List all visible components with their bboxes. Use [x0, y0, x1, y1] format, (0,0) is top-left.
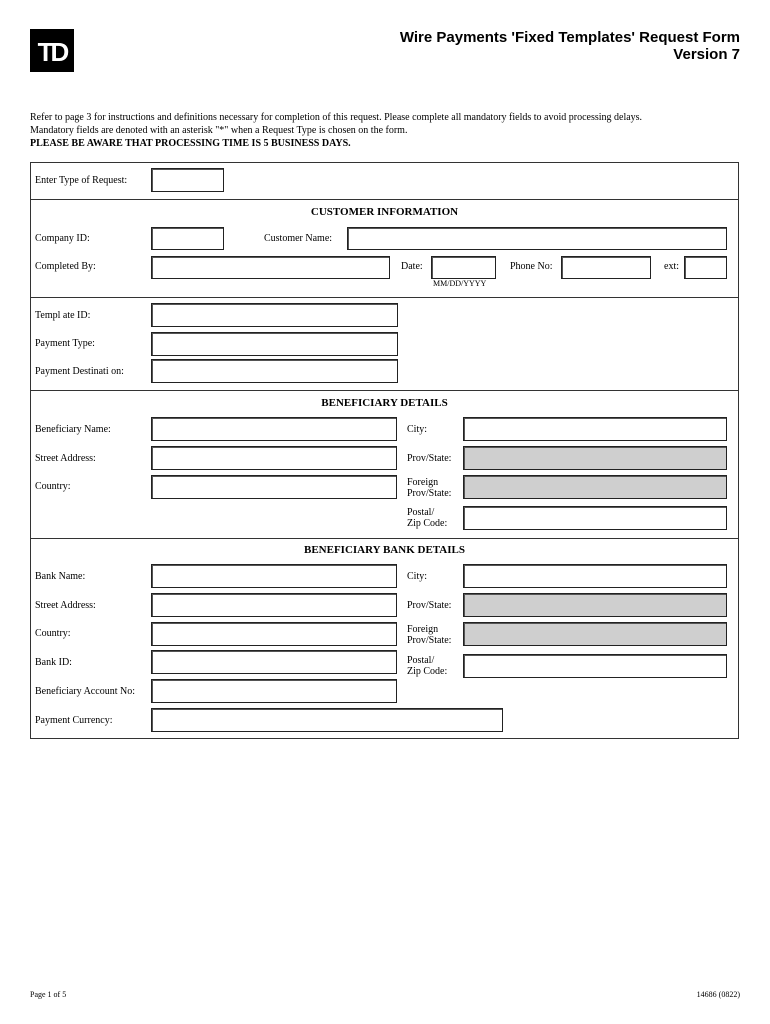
date-field[interactable]	[431, 256, 496, 279]
phone-label: Phone No:	[510, 261, 553, 272]
bank-country-label: Country:	[35, 628, 71, 639]
payment-type-label: Payment Type:	[35, 338, 95, 349]
payment-destination-field[interactable]	[151, 359, 398, 383]
bank-street-field[interactable]	[151, 593, 397, 617]
request-type-field[interactable]	[151, 168, 224, 192]
bank-postal-label	[407, 655, 447, 677]
payment-destination-label: Payment Destinati on:	[35, 366, 124, 377]
form-code: 14686 (0822)	[696, 990, 740, 999]
date-label: Date:	[401, 261, 423, 272]
phone-field[interactable]	[561, 256, 651, 279]
beneficiary-postal-line1: Postal/	[407, 507, 435, 518]
bank-postal-line1: Postal/	[407, 655, 435, 666]
intro-line-2: Mandatory fields are denoted with an asterisk "*" when a Request Type is chosen on the form.	[30, 125, 408, 136]
intro-processing-notice: PLEASE BE AWARE THAT PROCESSING TIME IS 5 BUSINESS DAYS.	[30, 138, 351, 149]
beneficiary-prov-field[interactable]	[463, 446, 727, 470]
template-id-field[interactable]	[151, 303, 398, 327]
completed-by-field[interactable]	[151, 256, 390, 279]
td-logo-text: TD	[37, 37, 67, 67]
bank-name-field[interactable]	[151, 564, 397, 588]
bank-foreign-prov-field[interactable]	[463, 622, 727, 646]
bank-prov-label: Prov/State:	[407, 600, 452, 611]
beneficiary-postal-field[interactable]	[463, 506, 727, 530]
page-number: Page 1 of 5	[30, 990, 67, 999]
beneficiary-details-heading: BENEFICIARY DETAILS	[321, 397, 448, 409]
intro-line-1: Refer to page 3 for instructions and definitions necessary for completion of this request. Please complete all mandatory fields to avoid processing delays.	[30, 112, 643, 123]
form-version: Version 7	[673, 46, 740, 63]
bank-id-label: Bank ID:	[35, 657, 72, 668]
request-type-label: Enter Type of Request:	[35, 175, 128, 186]
beneficiary-country-label: Country:	[35, 481, 71, 492]
beneficiary-postal-label	[407, 507, 447, 529]
payment-currency-label: Payment Currency:	[35, 715, 113, 726]
beneficiary-foreign-line2: Prov/State:	[407, 488, 452, 499]
beneficiary-account-label: Beneficiary Account No:	[35, 686, 135, 697]
beneficiary-street-field[interactable]	[151, 446, 397, 470]
ext-field[interactable]	[684, 256, 727, 279]
beneficiary-foreign-line1: Foreign	[407, 477, 439, 488]
ext-label: ext:	[664, 261, 679, 272]
beneficiary-foreign-prov-field[interactable]	[463, 475, 727, 499]
date-format-hint: MM/DD/YYYY	[433, 279, 487, 288]
template-id-label: Templ ate ID:	[35, 310, 91, 321]
bank-prov-field[interactable]	[463, 593, 727, 617]
bank-city-label: City:	[407, 571, 428, 582]
bank-postal-line2: Zip Code:	[407, 666, 448, 677]
payment-currency-field[interactable]	[151, 708, 503, 732]
bank-country-field[interactable]	[151, 622, 397, 646]
form-title-main: Wire Payments 'Fixed Templates' Request Form	[399, 29, 740, 46]
beneficiary-country-field[interactable]	[151, 475, 397, 499]
beneficiary-city-field[interactable]	[463, 417, 727, 441]
customer-name-field[interactable]	[347, 227, 727, 250]
company-id-label: Company ID:	[35, 233, 90, 244]
payment-type-field[interactable]	[151, 332, 398, 356]
completed-by-label: Completed By:	[35, 261, 96, 272]
bank-details-heading: BENEFICIARY BANK DETAILS	[304, 544, 465, 556]
beneficiary-name-field[interactable]	[151, 417, 397, 441]
beneficiary-prov-label: Prov/State:	[407, 453, 452, 464]
request-type-section	[30, 162, 739, 199]
bank-id-field[interactable]	[151, 650, 397, 674]
td-logo-icon	[30, 29, 74, 72]
beneficiary-city-label: City:	[407, 424, 428, 435]
customer-information-heading: CUSTOMER INFORMATION	[310, 206, 459, 218]
beneficiary-street-label: Street Address:	[35, 453, 96, 464]
intro-text	[30, 111, 750, 150]
bank-postal-field[interactable]	[463, 654, 727, 678]
bank-foreign-line2: Prov/State:	[407, 635, 452, 646]
bank-foreign-label	[407, 624, 451, 646]
bank-city-field[interactable]	[463, 564, 727, 588]
beneficiary-postal-line2: Zip Code:	[407, 518, 448, 529]
beneficiary-foreign-label	[407, 477, 451, 499]
form-title	[400, 29, 740, 63]
bank-name-label: Bank Name:	[35, 571, 86, 582]
bank-foreign-line1: Foreign	[407, 624, 439, 635]
customer-name-label: Customer Name:	[264, 233, 333, 244]
beneficiary-name-label: Beneficiary Name:	[35, 424, 111, 435]
bank-street-label: Street Address:	[35, 600, 96, 611]
beneficiary-account-field[interactable]	[151, 679, 397, 703]
company-id-field[interactable]	[151, 227, 224, 250]
